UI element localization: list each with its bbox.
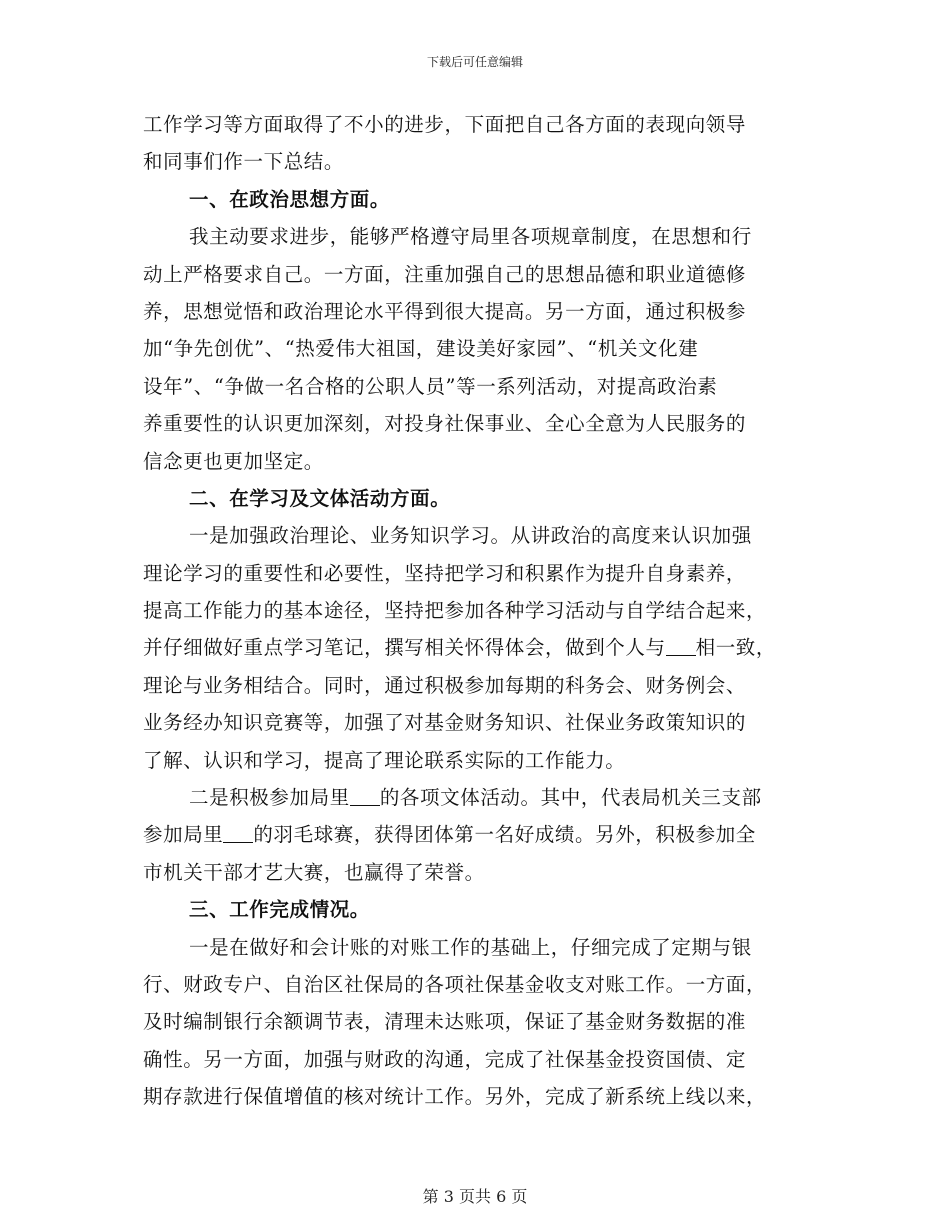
line-text-after-blank: 的各项文体活动。其中，代表局机关三支部 (379, 786, 762, 810)
body-line: 动上严格要求自己。一方面，注重加强自己的思想品德和职业道德修 (143, 262, 747, 286)
body-line: 理论与业务相结合。同时，通过积极参加每期的科务会、财务例会、 (143, 673, 747, 697)
section-heading: 二、在学习及文体活动方面。 (189, 486, 451, 510)
fill-in-blank (350, 786, 380, 807)
line-text-before-blank: 二是积极参加局里 (189, 786, 350, 810)
document-body (143, 106, 815, 1116)
body-line: 养重要性的认识更加深刻，对投身社保事业、全心全意为人民服务的 (143, 412, 747, 436)
page-header: 下载后可任意编辑 (426, 55, 523, 69)
body-line: 及时编制银行余额调节表，清理未达账项，保证了基金财务数据的准 (143, 1010, 747, 1034)
paragraph-first-line: 我主动要求进步，能够严格遵守局里各项规章制度，在思想和行 (189, 225, 752, 249)
section-heading: 一、在政治思想方面。 (189, 187, 391, 211)
body-line: 了解、认识和学习，提高了理论联系实际的工作能力。 (143, 748, 626, 772)
body-line: 提高工作能力的基本途径，坚持把参加各种学习活动与自学结合起来， (143, 599, 767, 623)
body-line: 业务经办知识竞赛等，加强了对基金财务知识、社保业务政策知识的 (143, 711, 747, 735)
page-number: 第 3 页共 6 页 (422, 1187, 528, 1206)
body-line: 和同事们作一下总结。 (143, 150, 345, 174)
paragraph-first-line: 一是加强政治理论、业务知识学习。从讲政治的高度来认识加强 (189, 524, 752, 548)
line-text-after-blank: 相一致， (695, 636, 777, 660)
body-line: 加“争先创优”、“热爱伟大祖国，建设美好家园”、“机关文化建 (143, 337, 699, 361)
paragraph-first-line-with-blank (143, 779, 815, 816)
line-text-after-blank: 的羽毛球赛，获得团体第一名好成绩。另外，积极参加全 (253, 823, 756, 847)
body-line: 期存款进行保值增值的核对统计工作。另外，完成了新系统上线以来， (143, 1085, 767, 1109)
fill-in-blank (666, 636, 696, 657)
paragraph-first-line: 一是在做好和会计账的对账工作的基础上，仔细完成了定期与银 (189, 935, 752, 959)
body-line: 理论学习的重要性和必要性，坚持把学习和积累作为提升自身素养， (143, 561, 747, 585)
body-line: 工作学习等方面取得了不小的进步，下面把自己各方面的表现向领导 (143, 113, 747, 136)
body-line-with-blank (143, 816, 815, 853)
fill-in-blank (223, 823, 253, 844)
body-line: 确性。另一方面，加强与财政的沟通，完成了社保基金投资国债、定 (143, 1047, 747, 1071)
body-line: 行、财政专户、自治区社保局的各项社保基金收支对账工作。一方面， (143, 972, 767, 996)
section-heading: 三、工作完成情况。 (189, 898, 370, 922)
body-line: 养，思想觉悟和政治理论水平得到很大提高。另一方面，通过积极参 (143, 299, 747, 323)
body-line: 设年”、“争做一名合格的公职人员”等一系列活动，对提高政治素 (143, 374, 718, 398)
line-text-before-blank: 参加局里 (143, 823, 224, 847)
body-line: 市机关干部才艺大赛，也赢得了荣誉。 (143, 860, 485, 884)
line-text-before-blank: 并仔细做好重点学习笔记，撰写相关怀得体会，做到个人与 (143, 636, 666, 660)
body-line: 信念更也更加坚定。 (143, 449, 324, 473)
body-line-with-blank (143, 629, 815, 666)
